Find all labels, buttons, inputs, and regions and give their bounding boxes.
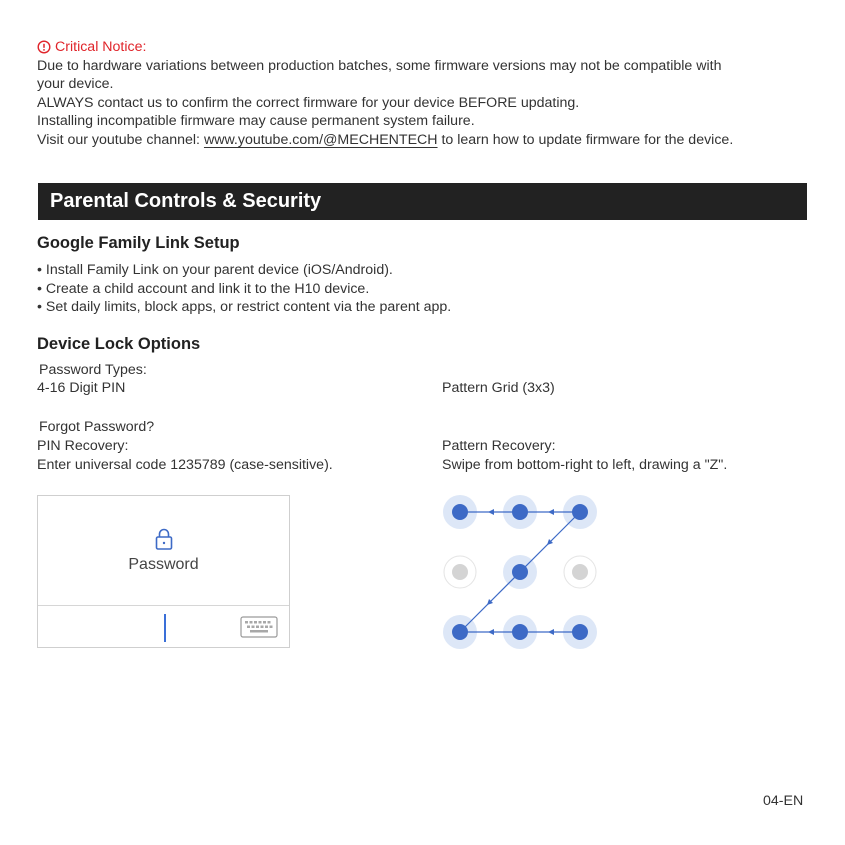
password-entry-illustration — [37, 495, 290, 648]
list-item: • Set daily limits, block apps, or restrict content via the parent app. — [37, 299, 452, 316]
pattern-recovery-label: Pattern Recovery: — [442, 438, 556, 454]
section-banner: Parental Controls & Security — [38, 183, 807, 220]
pin-recovery-text: Enter universal code 1235789 (case-sensitive). — [37, 457, 333, 473]
notice-line: ALWAYS contact us to confirm the correct firmware for your device BEFORE updating. — [37, 94, 580, 111]
keyboard-icon[interactable] — [240, 616, 278, 638]
text-cursor — [164, 614, 166, 642]
critical-notice — [37, 38, 807, 150]
notice-title-row — [37, 38, 807, 57]
notice-line-youtube — [37, 131, 807, 150]
list-item: • Install Family Link on your parent device (iOS/Android). — [37, 262, 393, 278]
pattern-type: Pattern Grid (3x3) — [442, 380, 555, 396]
family-link-list — [37, 261, 451, 317]
alert-circle-icon — [37, 40, 51, 54]
pattern-dot — [512, 504, 528, 520]
password-types-label: Password Types: — [39, 362, 147, 378]
list-item-text: Create a child account and link it to the H10 device. — [45, 280, 370, 297]
pattern-dot — [512, 624, 528, 640]
arrow-head — [488, 509, 494, 515]
lock-icon — [154, 527, 174, 551]
pattern-dot — [452, 504, 468, 520]
list-item-text: Install Family Link on your parent device (iOS/Android). — [45, 262, 393, 278]
list-item: • Create a child account and link it to the H10 device. — [37, 280, 370, 297]
notice-line: Due to hardware variations between production batches, some firmware versions may not be compatible with — [37, 57, 722, 74]
youtube-prefix: Visit our youtube channel: — [37, 131, 204, 148]
pattern-dot — [572, 624, 588, 640]
youtube-link[interactable]: www.youtube.com/@MECHENTECH — [203, 131, 438, 148]
arrow-head — [488, 629, 494, 635]
pattern-dot-inactive — [572, 564, 588, 580]
device-lock-heading: Device Lock Options — [37, 335, 201, 353]
pattern-dot — [452, 624, 468, 640]
pattern-grid-illustration — [440, 492, 620, 652]
notice-line: Installing incompatible firmware may cause permanent system failure. — [37, 113, 475, 130]
divider — [38, 605, 289, 606]
arrow-head — [548, 509, 554, 515]
pin-type: 4-16 Digit PIN — [37, 380, 126, 396]
page-number: 04-EN — [763, 793, 804, 809]
password-label: Password — [128, 556, 199, 573]
youtube-suffix: to learn how to update firmware for the device. — [437, 131, 734, 148]
notice-title: Critical Notice: — [55, 39, 147, 55]
pattern-dot — [512, 564, 528, 580]
arrow-head — [548, 629, 554, 635]
notice-line: your device. — [37, 76, 114, 93]
forgot-password-label: Forgot Password? — [39, 419, 155, 435]
list-item-text: Set daily limits, block apps, or restrict content via the parent app. — [45, 299, 452, 316]
pattern-dot-inactive — [452, 564, 468, 580]
pin-recovery-label: PIN Recovery: — [37, 438, 129, 454]
family-link-heading: Google Family Link Setup — [37, 234, 240, 252]
pattern-recovery-text: Swipe from bottom-right to left, drawing a "Z". — [442, 457, 728, 473]
pattern-dot — [572, 504, 588, 520]
